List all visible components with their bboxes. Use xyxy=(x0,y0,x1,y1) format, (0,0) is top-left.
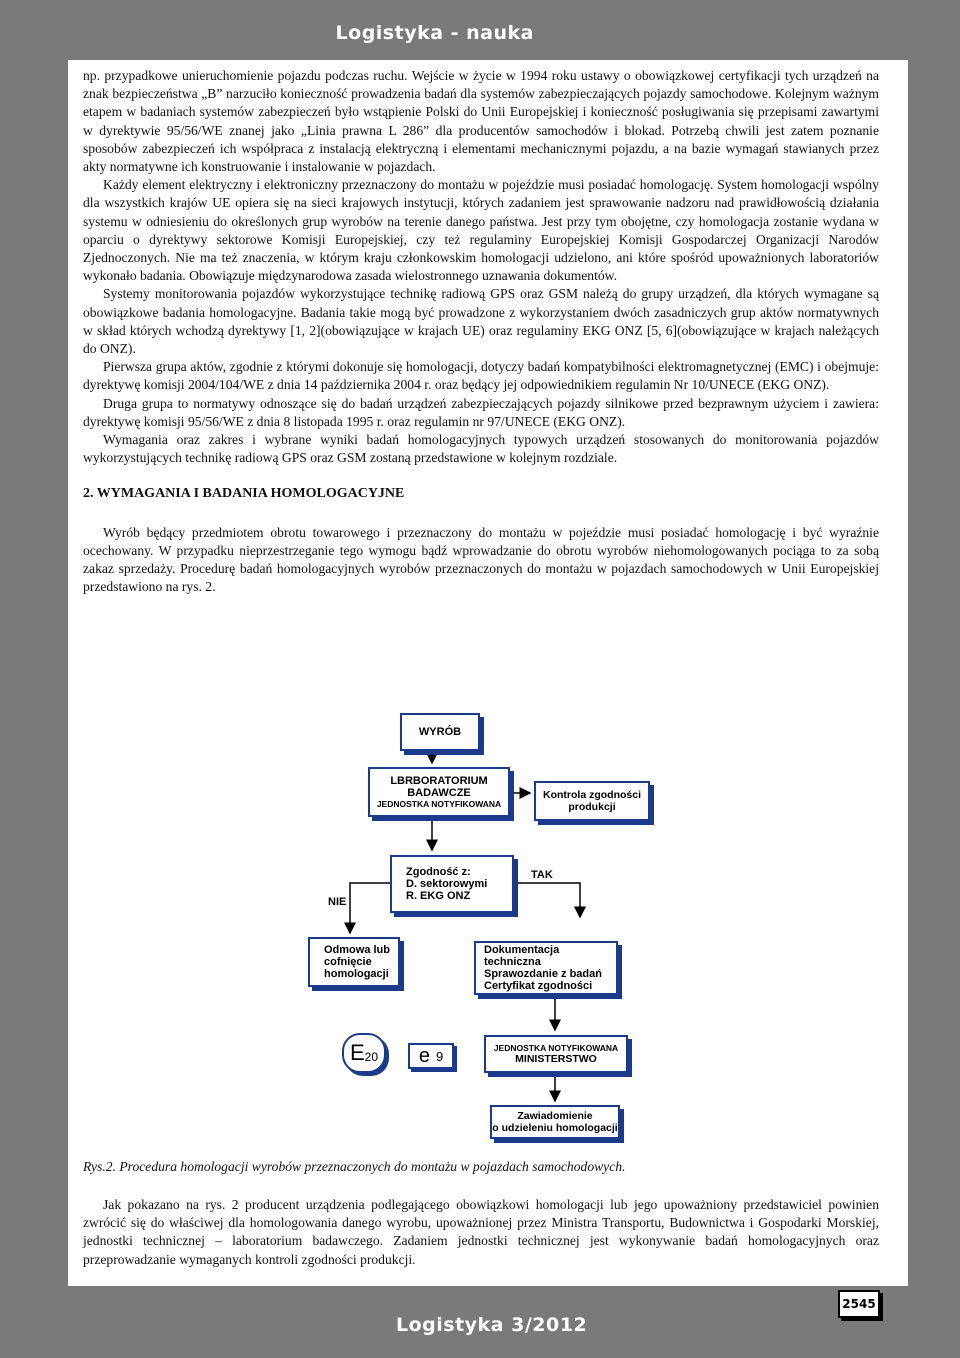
paragraph-3: Systemy monitorowania pojazdów wykorzystujące technikę radiową GPS oraz GSM należą do grupy urządzeń, dla których wymagane są obowiązkowe badania homologacyjne. Badania takie mogą być prowadzone z wykorzystaniem dwóch zasadniczych grup aktów normatywnych w skład których wchodzą dyrektywy [1, 2](obowiązujące w krajach UE) oraz regulaminy EKG ONZ [5, 6](obowiązujące w krajach należących do ONZ). xyxy=(83,286,879,357)
zaw-line2: o udzieleniu homologacji xyxy=(492,1122,618,1134)
kontrola-line2: produkcji xyxy=(568,801,616,813)
dok-line1: Dokumentacja techniczna xyxy=(484,944,560,968)
wyrob-box xyxy=(400,713,480,751)
e9-mark xyxy=(408,1043,454,1069)
zgodnosc-line3: R. EKG ONZ xyxy=(406,890,471,902)
lab-line1: LBRBORATORIUM xyxy=(390,775,488,787)
e20-letter: E xyxy=(349,1040,365,1065)
journal-header-title: Logistyka - nauka xyxy=(335,22,534,44)
section-heading: 2. WYMAGANIA I BADANIA HOMOLOGACYJNE xyxy=(83,486,405,502)
figure-caption: Rys.2. Procedura homologacji wyrobów przeznaczonych do montażu w pojazdach samochodowych. xyxy=(83,1159,626,1174)
zgodnosc-line1: Zgodność z: xyxy=(406,866,471,878)
ministerstwo-box xyxy=(484,1035,628,1073)
laboratory-box xyxy=(368,767,510,817)
section-paragraph: Wyrób będący przedmiotem obrotu towarowego i przeznaczony do montażu w pojeździe musi posiadać homologację i być wyraźnie ocechowany. W przypadku nieprzestrzeganie tego wymogu bądź wprowadzanie do obrotu wyrobów niehomologowanych pociąga to za sobą zakaz sprzedaży. Procedurę badań homologacyjnych wyrobów przeznaczonych do montażu w pojazdach samochodowych w Unii Europejskiej przedstawiono na rys. 2. xyxy=(83,524,879,595)
article-body xyxy=(83,67,879,596)
min-line2: MINISTERSTWO xyxy=(515,1053,597,1065)
paragraph-4: Pierwsza grupa aktów, zgodnie z którymi dokonuje się homologacji, dotyczy badań kompatybilności elektromagnetycznej (EMC) i obejmuje: dyrektywę komisji 2004/104/WE z dnia 14 października 2004 r. oraz będący jej odpowiednikiem regulamin Nr 10/UNECE (EKG ONZ). xyxy=(83,359,879,393)
journal-footer-title: Logistyka 3/2012 xyxy=(396,1314,588,1336)
kontrola-box xyxy=(534,781,650,821)
zgodnosc-box xyxy=(390,855,514,913)
odmowa-box xyxy=(308,937,400,987)
arrow-nie xyxy=(350,883,390,933)
lab-line3: JEDNOSTKA NOTYFIKOWANA xyxy=(376,799,502,809)
dok-line3: Certyfikat zgodności xyxy=(484,980,593,992)
closing-text xyxy=(83,1196,879,1269)
zawiadomienie-box xyxy=(490,1105,620,1139)
zaw-line1: Zawiadomienie xyxy=(517,1110,593,1122)
dokumentacja-box xyxy=(474,941,618,995)
dok-line2: Sprawozdanie z badań xyxy=(484,968,602,980)
homologation-flowchart xyxy=(290,705,690,1145)
page-number: 2545 xyxy=(838,1290,880,1318)
zgodnosc-line2: D. sektorowymi xyxy=(406,878,488,890)
e20-mark xyxy=(342,1033,386,1073)
e20-number: 20 xyxy=(364,1050,379,1064)
closing-paragraph: Jak pokazano na rys. 2 producent urządzenia podlegającego obowiązkowi homologacji lub jego upoważniony przedstawiciel powinien zwrócić się do właściwej dla homologowania danego wyrobu, upoważnionej przez Ministra Transportu, Budownictwa i Gospodarki Morskiej, jednostki technicznej – laboratorium badawczego. Zadaniem jednostki technicznej jest wykonywanie badań homologacyjnych oraz przeprowadzanie wymaganych kontroli zgodności produkcji. xyxy=(83,1197,879,1267)
paragraph-5: Druga grupa to normatywy odnoszące się do badań urządzeń zabezpieczających pojazdy silnikowe przed bezprawnym użyciem i zawiera: dyrektywę komisji 95/56/WE z dnia 8 listopada 1995 r. oraz regulamin nr 97/UNECE (EKG ONZ). xyxy=(83,395,879,429)
paragraph-6: Wymagania oraz zakres i wybrane wyniki badań homologacyjnych typowych urządzeń stosowanych do monitorowania pojazdów wykorzystujących technikę radiową GPS oraz GSM zostaną przedstawione w kolejnym rozdziale. xyxy=(83,432,879,466)
kontrola-line1: Kontrola zgodności xyxy=(543,789,641,801)
paragraph-2: Każdy element elektryczny i elektroniczny przeznaczony do montażu w pojeździe musi posiadać homologację. System homologacji wspólny dla wszystkich krajów UE opiera się na sieci krajowych instytucji, których zadaniem jest sprawowanie nadzoru nad prawidłowością działania systemu w odniesieniu do określonych grup wyrobów na terenie danego państwa. Jest przy tym obojętne, czy homologacja zostanie wydana w oparciu o dyrektywy sektorowe Komisji Europejskiej, czy też regulaminy Europejskiej Komisji Gospodarczej Organizacji Narodów Zjednoczonych. Nie ma też znaczenia, w którym kraju członkowskim homologacji udzielono, ani które spośród upoważnionych laboratoriów wykonało badania. Obowiązuje międzynarodowa zasada wielostronnego uznawania dokumentów. xyxy=(83,177,879,284)
wyrob-label: WYRÓB xyxy=(418,726,462,738)
paragraph-1: np. przypadkowe unieruchomienie pojazdu podczas ruchu. Wejście w życie w 1994 roku ustawy o obowiązkowej certyfikacji tych urządzeń na znak bezpieczeństwa „B” narzuciło konieczność prowadzenia badań dla systemów zabezpieczających pojazdy samochodowe. Kolejnym ważnym etapem w badaniach systemów zabezpieczeń było wstąpienie Polski do Unii Europejskiej i konieczność posługiwania się przepisami zawartymi w dyrektywie 95/56/WE znanej jako „Linia prawna L 286” dla producentów samochodów i blokad. Potrzebą chwili jest zatem poznanie sposobów zabezpieczeń ich współpraca z instalacją elektryczną i elementami mechanicznymi pojazdu, a na bazie wymagań stawianych przez akty normatywne ich konstruowanie i instalowanie w pojazdach. xyxy=(83,68,879,175)
odmowa-line2: cofnięcie xyxy=(324,956,372,968)
e9-letter: e xyxy=(418,1045,430,1067)
lab-line2: BADAWCZE xyxy=(407,787,471,799)
e9-number: 9 xyxy=(435,1048,444,1064)
odmowa-line1: Odmowa lub xyxy=(324,944,390,956)
min-line1: JEDNOSTKA NOTYFIKOWANA xyxy=(493,1043,619,1053)
nie-label: NIE xyxy=(328,896,347,908)
odmowa-line3: homologacji xyxy=(324,968,389,980)
tak-label: TAK xyxy=(531,869,553,881)
arrow-tak xyxy=(516,883,580,917)
